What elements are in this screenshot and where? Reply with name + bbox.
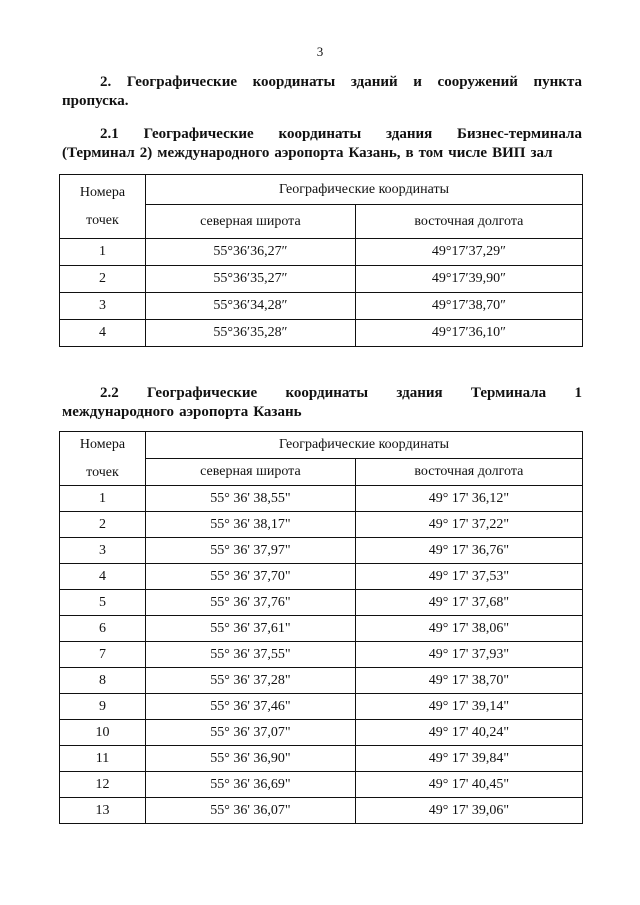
points-header-line2: точек [86,212,119,228]
points-header [60,175,146,239]
point-number-cell: 12 [60,772,146,798]
section-2-heading [62,73,582,111]
latitude-cell: 55° 36' 37,61" [146,616,356,642]
table-row [60,694,583,720]
longitude-cell: 49° 17' 38,06" [355,616,582,642]
longitude-cell: 49° 17' 36,76" [355,538,582,564]
longitude-cell: 49° 17' 37,93" [355,642,582,668]
heading-word: Казань, [348,145,401,161]
longitude-cell: 49° 17' 39,14" [355,694,582,720]
heading-word: зал [530,145,553,161]
point-number-cell: 5 [60,590,146,616]
heading-word: Географические [126,74,237,90]
longitude-cell: 49° 17' 37,22" [355,512,582,538]
heading-word: здания [396,385,443,401]
lat-header: северная широта [146,459,356,486]
heading-word: числе [448,145,488,161]
table-row [60,720,583,746]
table-row [60,616,583,642]
page-number: 3 [316,44,324,59]
latitude-cell: 55° 36' 37,97" [146,538,356,564]
table-header-row [60,432,583,459]
point-number-cell: 2 [60,512,146,538]
heading-word: ВИП [492,145,526,161]
table-row [60,798,583,824]
point-number-cell: 3 [60,538,146,564]
heading-word: 2. [100,74,112,90]
longitude-cell: 49° 17' 39,84" [355,746,582,772]
table-row [60,642,583,668]
longitude-cell: 49° 17' 39,06" [355,798,582,824]
table-row [60,772,583,798]
heading-word: 2.2 [100,385,119,401]
lon-header: восточная долгота [355,205,582,239]
longitude-cell: 49°17′39,90″ [355,266,582,293]
longitude-cell: 49° 17' 40,45" [355,772,582,798]
point-number-cell: 3 [60,293,146,320]
section-2-1-heading-line1 [62,125,582,144]
heading-word: пункта [533,74,582,90]
point-number-cell: 13 [60,798,146,824]
point-number-cell: 8 [60,668,146,694]
lon-header: восточная долгота [355,459,582,486]
latitude-cell: 55° 36' 37,70" [146,564,356,590]
heading-word: Терминала [470,385,547,401]
section-2-heading-line2 [62,92,582,111]
table-row [60,266,583,293]
longitude-cell: 49° 17' 40,24" [355,720,582,746]
section-2-heading-line1 [62,73,582,92]
heading-word: 2.1 [100,126,119,142]
heading-word: международного [157,145,270,161]
table-row [60,512,583,538]
section-2-2-heading-line2 [62,403,582,422]
coords-header: Географические координаты [146,175,583,205]
heading-word: Географические [143,126,254,142]
latitude-cell: 55° 36' 37,76" [146,590,356,616]
coords-header: Географические координаты [146,432,583,459]
section-2-heading-line2-text: пропуска. [62,93,129,109]
point-number-cell: 9 [60,694,146,720]
latitude-cell: 55° 36' 38,17" [146,512,356,538]
section-2-1-heading-line2 [62,144,582,163]
table-row [60,668,583,694]
table-header-row [60,175,583,205]
point-number-cell: 11 [60,746,146,772]
latitude-cell: 55°36′35,28″ [146,320,356,347]
heading-word: 1 [574,385,582,401]
table-row [60,538,583,564]
latitude-cell: 55° 36' 38,55" [146,486,356,512]
longitude-cell: 49° 17' 38,70" [355,668,582,694]
section-2-1-heading [62,125,582,163]
heading-word: координаты [278,126,362,142]
table-row [60,564,583,590]
table-row [60,590,583,616]
heading-word: координаты [285,385,369,401]
heading-word: Бизнес-терминала [457,126,582,142]
table-row [60,746,583,772]
point-number-cell: 4 [60,564,146,590]
latitude-cell: 55° 36' 37,55" [146,642,356,668]
lat-header: северная широта [146,205,356,239]
longitude-cell: 49°17′38,70″ [355,293,582,320]
heading-word: том [418,145,444,161]
heading-word: Казань [253,404,302,420]
terminal1-coordinates-table [59,431,583,824]
point-number-cell: 10 [60,720,146,746]
latitude-cell: 55° 36' 37,28" [146,668,356,694]
section-2-2-heading-line1 [62,384,582,403]
heading-word: международного [62,404,175,420]
heading-word: и [413,74,422,90]
heading-word: аэропорта [274,145,344,161]
longitude-cell: 49° 17' 37,53" [355,564,582,590]
heading-word: аэропорта [179,404,249,420]
heading-word: сооружений [437,74,518,90]
table-row [60,486,583,512]
table-row [60,320,583,347]
heading-word: здания [385,126,433,142]
table-row [60,239,583,266]
latitude-cell: 55° 36' 37,07" [146,720,356,746]
point-number-cell: 6 [60,616,146,642]
point-number-cell: 1 [60,239,146,266]
latitude-cell: 55° 36' 36,07" [146,798,356,824]
latitude-cell: 55°36′35,27″ [146,266,356,293]
points-header-line1: Номера [79,436,126,452]
latitude-cell: 55°36′36,27″ [146,239,356,266]
point-number-cell: 4 [60,320,146,347]
table-row [60,293,583,320]
points-header [60,432,146,486]
latitude-cell: 55°36′34,28″ [146,293,356,320]
point-number-cell: 2 [60,266,146,293]
point-number-cell: 7 [60,642,146,668]
point-number-cell: 1 [60,486,146,512]
longitude-cell: 49°17′36,10″ [355,320,582,347]
heading-word: координаты [252,74,336,90]
terminal2-coordinates-table [59,174,583,347]
heading-word: 2) [139,145,153,161]
latitude-cell: 55° 36' 36,90" [146,746,356,772]
latitude-cell: 55° 36' 37,46" [146,694,356,720]
longitude-cell: 49° 17' 36,12" [355,486,582,512]
longitude-cell: 49°17′37,29″ [355,239,582,266]
heading-word: в [405,145,414,161]
points-header-line1: Номера [79,184,126,200]
heading-word: (Терминал [62,145,135,161]
heading-word: зданий [350,74,398,90]
heading-word: Географические [147,385,258,401]
latitude-cell: 55° 36' 36,69" [146,772,356,798]
longitude-cell: 49° 17' 37,68" [355,590,582,616]
section-2-2-heading [62,384,582,422]
points-header-line2: точек [86,464,119,480]
